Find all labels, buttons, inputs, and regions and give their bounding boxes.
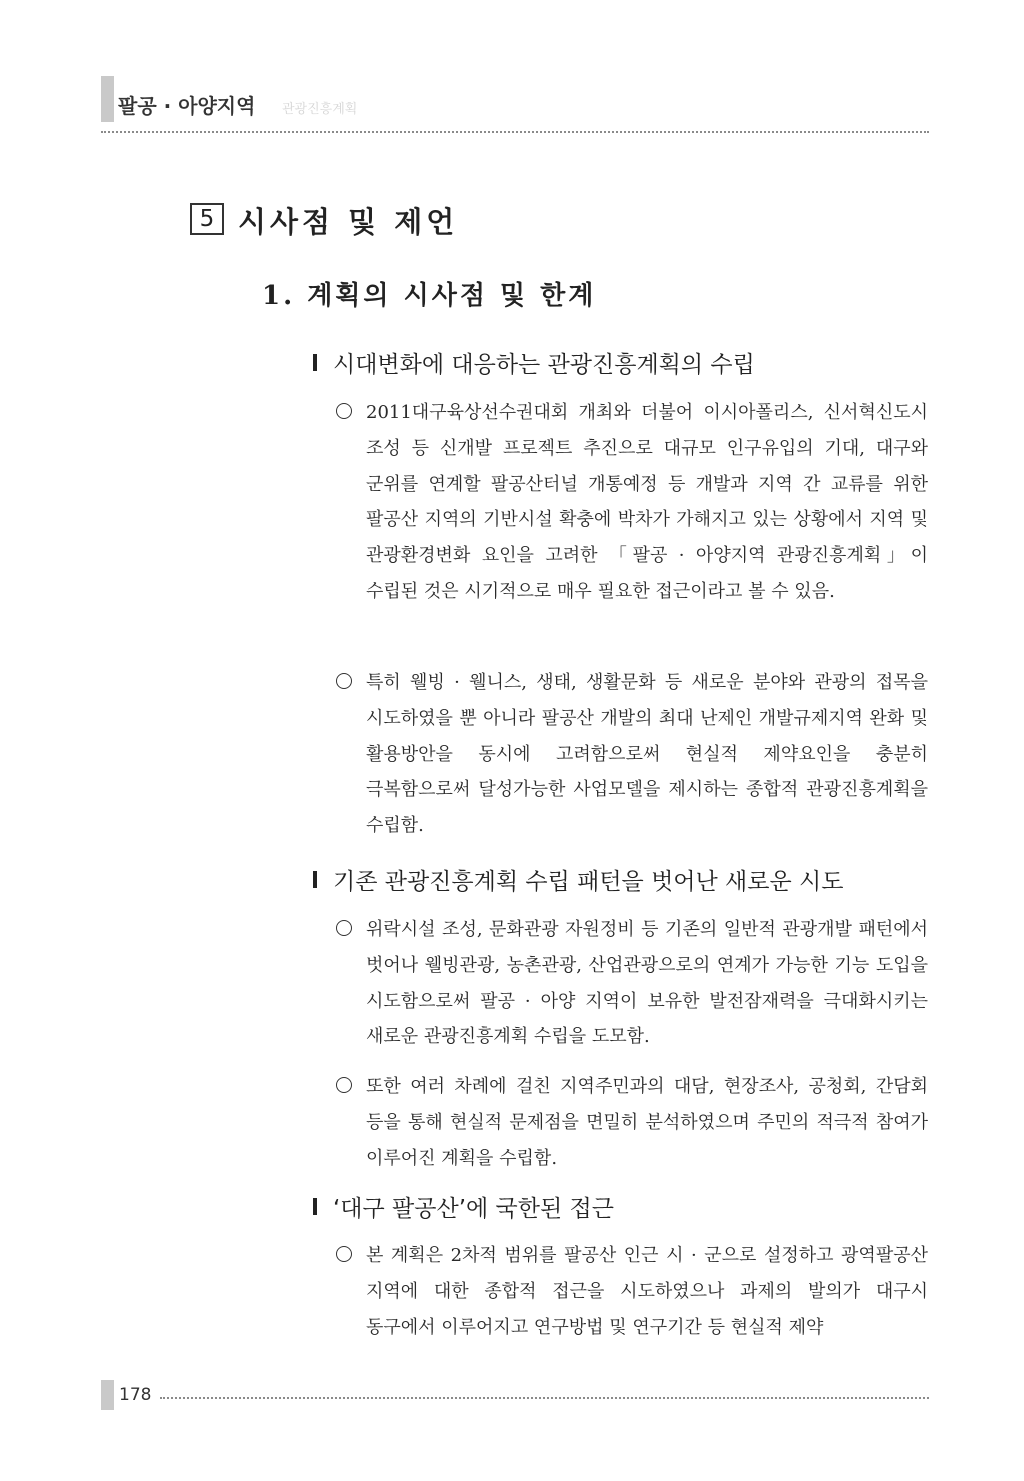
bullet-paragraph bbox=[336, 665, 928, 844]
bullet-paragraph bbox=[336, 395, 928, 610]
running-header-subtitle: 관광진흥계획 bbox=[282, 102, 358, 117]
bullet-paragraph bbox=[336, 1238, 928, 1345]
bullet-paragraph bbox=[336, 1069, 928, 1176]
bullet-text: 특히 웰빙 · 웰니스, 생태, 생활문화 등 새로운 분야와 관광의 접목을 시도하였을 뿐 아니라 팔공산 개발의 최대 난제인 개발규제지역 완화 및 활용방안을 동시에 고려함으로써 현실적 제약요인을 충분히 극복함으로써 달성가능한 사업모델을 제시하는 종합적 관광진흥계획을 수립함. bbox=[366, 672, 928, 837]
circle-bullet-icon bbox=[336, 673, 352, 689]
header-dotted-rule bbox=[101, 131, 929, 133]
bullet-text: 본 계획은 2차적 범위를 팔공산 인근 시 · 군으로 설정하고 광역팔공산 지역에 대한 종합적 접근을 시도하였으나 과제의 발의가 대구시 동구에서 이루어지고 연구방법 및 연구기간 등 현실적 제약 bbox=[366, 1245, 928, 1338]
topic-title: ‘대구 팔공산’에 국한된 접근 bbox=[333, 1195, 614, 1222]
footer-marker-bar bbox=[101, 1380, 114, 1410]
subsection-title: 1. 계획의 시사점 및 한계 bbox=[262, 281, 597, 311]
bullet-text: 또한 여러 차례에 걸친 지역주민과의 대담, 현장조사, 공청회, 간담회 등을 통해 현실적 문제점을 면밀히 분석하였으며 주민의 적극적 참여가 이루어진 계획을 수립함. bbox=[366, 1076, 928, 1169]
footer-dotted-rule bbox=[160, 1397, 929, 1399]
topic-bar-icon bbox=[313, 354, 317, 371]
circle-bullet-icon bbox=[336, 403, 352, 419]
section-title: 시사점 및 제언 bbox=[238, 205, 459, 239]
topic-heading bbox=[313, 1191, 614, 1221]
bullet-paragraph bbox=[336, 912, 928, 1055]
bullet-text: 위락시설 조성, 문화관광 자원정비 등 기존의 일반적 관광개발 패턴에서 벗어나 웰빙관광, 농촌관광, 산업관광으로의 연계가 가능한 기능 도입을 시도함으로써 팔공 · 아양 지역이 보유한 발전잠재력을 극대화시키는 새로운 관광진흥계획 수립을 도모함. bbox=[366, 919, 928, 1048]
header-marker-bar bbox=[101, 76, 114, 122]
topic-bar-icon bbox=[313, 871, 317, 888]
topic-heading bbox=[313, 347, 755, 377]
bullet-text: 2011대구육상선수권대회 개최와 더불어 이시아폴리스, 신서혁신도시 조성 등 신개발 프로젝트 추진으로 대규모 인구유입의 기대, 대구와 군위를 연계할 팔공산터널 개통예정 등 개발과 지역 간 교류를 위한 팔공산 지역의 기반시설 확충에 박차가 가해지고 있는 상황에서 지역 및 관광환경변화 요인을 고려한 「팔공 · 아양지역 관광진흥계획」이 수립된 것은 시기적으로 매우 필요한 접근이라고 볼 수 있음. bbox=[366, 402, 928, 602]
running-header-title: 팔공 · 아양지역 bbox=[118, 94, 256, 118]
page-number: 178 bbox=[119, 1385, 152, 1405]
circle-bullet-icon bbox=[336, 920, 352, 936]
topic-title: 시대변화에 대응하는 관광진흥계획의 수립 bbox=[333, 351, 755, 378]
circle-bullet-icon bbox=[336, 1077, 352, 1093]
section-number-box: 5 bbox=[190, 203, 224, 235]
topic-heading bbox=[313, 864, 843, 894]
topic-bar-icon bbox=[313, 1198, 317, 1215]
topic-title: 기존 관광진흥계획 수립 패턴을 벗어난 새로운 시도 bbox=[333, 868, 844, 895]
circle-bullet-icon bbox=[336, 1246, 352, 1262]
